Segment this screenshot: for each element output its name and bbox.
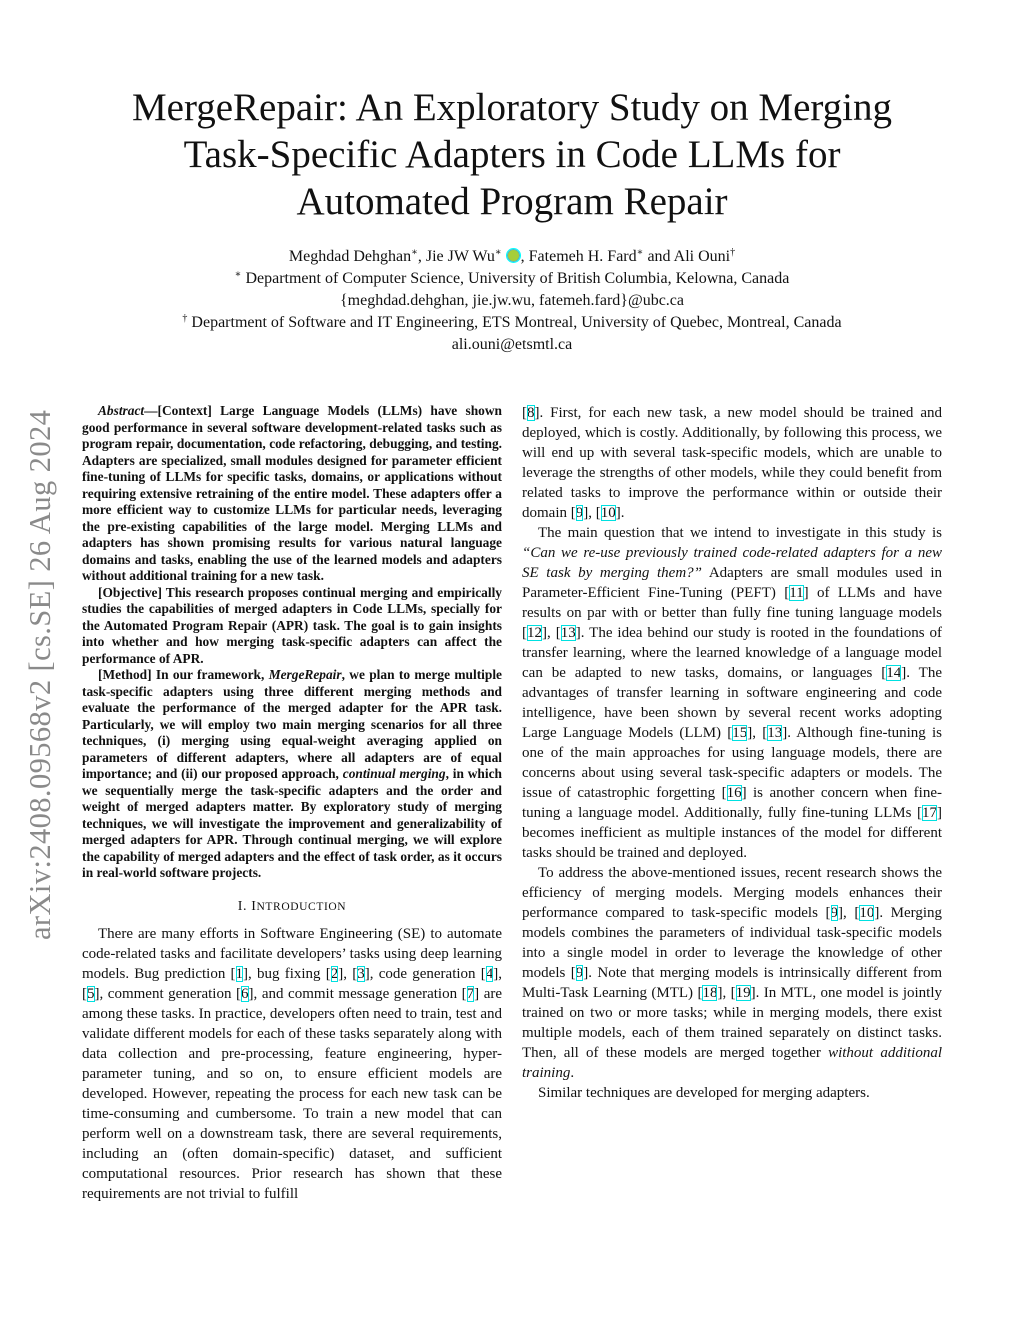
- intro-text: ,: [547, 625, 556, 641]
- title-line-2: Task-Specific Adapters in Code LLMs for: [183, 133, 841, 176]
- citation-link[interactable]: 9: [575, 965, 584, 981]
- author-fard: , Fatemeh H. Fard: [520, 248, 637, 265]
- affiliation-1-text: Department of Computer Science, University of British Columbia, Kelowna, Canada: [241, 270, 790, 287]
- abstract-method-text: , we plan to merge multiple task-specific adapters using three different merging methods and evaluate the performance of the merged adapter for the APR task. Particularly, we will employ two main merging scenarios for all three techniques, (i) merging using equal-weight averaging applied on parameters of different adapters, where all adapters are of equal importance; and (ii) our proposed approach,: [82, 667, 502, 781]
- intro-text: The main question that we intend to investigate in this study is: [538, 525, 942, 541]
- intro-text: becomes inefficient as multiple instances of the model for different tasks should be trained and deployed.: [522, 825, 942, 861]
- citation-link[interactable]: 8: [527, 405, 535, 421]
- intro-left: [82, 924, 502, 1204]
- abstract-method: [82, 667, 502, 882]
- affil-mark: ∗: [494, 247, 502, 258]
- intro-text: . Note that merging models is intrinsically different from Multi-Task Learning (MTL): [522, 965, 942, 1001]
- intro-text: , comment generation: [99, 985, 237, 1002]
- author-names: [80, 246, 944, 268]
- citation-link[interactable]: 17: [922, 805, 937, 821]
- abstract-context: [82, 403, 502, 585]
- intro-text: , code generation: [369, 965, 481, 982]
- paper-title: [80, 84, 944, 225]
- intro-text: . In MTL, one model is jointly trained on two or more tasks; while in merging models, there exist multiple models, each of them trained separately on distinct tasks. Then, all of these models are merged together: [522, 985, 943, 1061]
- affiliation-2-text: Department of Software and IT Engineering, ETS Montreal, University of Quebec, Montreal, Canada: [187, 314, 842, 331]
- citation-link[interactable]: 14: [886, 665, 902, 681]
- intro-text: ,: [843, 905, 855, 921]
- citation-link[interactable]: 15: [732, 725, 748, 741]
- citation-link[interactable]: 1: [235, 965, 244, 982]
- abstract-label: Abstract: [98, 403, 145, 418]
- intro-paragraph-1-continued: [8]. First, for each new task, a new model should be trained and deployed, which is costly. Additionally, by following this process, we will end up with several task-specific models, which are unable to leverage the strengths of other models, while they could benefit from related tasks to improve the performance within or outside their domain [9], [10].: [522, 405, 942, 521]
- author-wu: , Jie JW Wu: [417, 248, 495, 265]
- citation-link[interactable]: 12: [527, 625, 542, 641]
- section-initial: I: [251, 898, 257, 914]
- framework-name: MergeRepair: [268, 667, 342, 682]
- intro-paragraph-4: Similar techniques are developed for merging adapters.: [538, 1085, 870, 1101]
- affil-mark: †: [182, 313, 188, 324]
- title-line-1: MergeRepair: An Exploratory Study on Merging: [131, 86, 893, 129]
- intro-text: of LLMs and have results on par with or better than fully fine tuning language models: [522, 585, 942, 621]
- citation-link[interactable]: 9: [830, 905, 838, 921]
- email-1: {meghdad.dehghan, jie.jw.wu, fatemeh.fard}@ubc.ca: [339, 292, 685, 309]
- intro-text: are among these tasks. In practice, developers often need to train, test and validate different models for each of these tasks separately along with data collection and pre-processing, feature engineering, hyper-parameter tuning, and so on, to ensure efficient models are developed. However, repeating the process for each new task can be time-consuming and cumbersome. To train a new model that can perform well on a downstream task, there are several requirements, including an (often domain-specific) dataset, and sufficient computational resources. Prior research has shown that these requirements are not trivial to fulfill: [82, 985, 503, 1202]
- research-question: “Can we re-use previously trained code-related adapters for a new SE task by merging them?”: [522, 545, 942, 581]
- abstract-method-text: , in which we sequentially merge the task-specific adapters and the order and weight of merged adapters matter. By exploratory study of merging techniques, we will investigate the improvement and generalizability of merged adapters for APR. Through continual merging, we will explore the capability of merged adapters and the effect of task order, as it occurs in real-world software projects.: [82, 766, 502, 880]
- author-dehghan: Meghdad Dehghan: [288, 248, 412, 265]
- intro-text: . Merging models combines the parameters of individual task-specific models into a single model in order to leverage the knowledge of other models: [522, 905, 943, 981]
- intro-text: ,: [343, 965, 353, 982]
- title-line-3: Automated Program Repair: [296, 180, 728, 223]
- citation-link[interactable]: 2: [330, 965, 339, 982]
- citation-link[interactable]: 3: [357, 965, 365, 982]
- citation-link[interactable]: 16: [726, 785, 742, 801]
- intro-text: ,: [498, 965, 502, 982]
- citation-link[interactable]: 13: [767, 725, 783, 741]
- citation-link[interactable]: 7: [466, 985, 475, 1002]
- intro-paragraph-3: To address the above-mentioned issues, recent research shows the efficiency of merging models. Merging models enhances their performance compared to task-specific models [9], [10]. Merging models combines the parameters of individual task-specific models into a single model in order to leverage the knowledge of other models [9]. Note that merging models is intrinsically different from Multi-Task Learning (MTL) [18], [19]. In MTL, one model is jointly trained on two or more tasks; while in merging models, there exist multiple models, each of them trained separately on distinct tasks. Then, all of these models are merged together without additional training.: [522, 865, 943, 1081]
- affil-mark: ∗: [234, 269, 242, 280]
- intro-text: To address the above-mentioned issues, recent research shows the efficiency of merging models. Merging models enhances their performance compared to task-specific models: [522, 865, 942, 921]
- citation-link[interactable]: 10: [859, 905, 875, 921]
- intro-paragraph-2: The main question that we intend to investigate in this study is “Can we re-use previously trained code-related adapters for a new SE task by merging them?” Adapters are small modules used in Parameter-Efficient Fine-Tuning (PEFT) [11] of LLMs and have results on par with or better than fully fine tuning language models [12], [13]. The idea behind our study is rooted in the foundations of transfer learning, where the learned knowledge of a language model can be adapted to new tasks, domains, or languages [14]. The advantages of transfer learning in software engineering and code intelligence, have been shown by several recent works adopting Large Language Models (LLM) [15], [13]. Although fine-tuning is one of the main approaches for using language models, there are concerns about using several task-specific adapters or models. The issue of catastrophic forgetting [16] is another concern when fine-tuning a language model. Additionally, fully fine-tuning LLMs [17] becomes inefficient as multiple instances of the model for different tasks should be trained and deployed.: [522, 525, 943, 861]
- orcid-icon[interactable]: [507, 249, 520, 262]
- citation-link[interactable]: 13: [560, 625, 576, 641]
- citation-link[interactable]: 11: [789, 585, 804, 601]
- citation-link[interactable]: 19: [735, 985, 751, 1001]
- citation-link[interactable]: 5: [87, 985, 95, 1002]
- author-ouni: and Ali Ouni: [643, 248, 731, 265]
- affiliation-1: [80, 268, 944, 290]
- affil-mark: ∗: [636, 247, 644, 258]
- intro-text: . The idea behind our study is rooted in the foundations of transfer learning, where the learned knowledge of a language model can be adapted to new tasks, domains, or languages: [522, 625, 943, 681]
- intro-right: [522, 403, 942, 1103]
- author-block: [80, 246, 944, 356]
- citation-link[interactable]: 9: [575, 505, 584, 521]
- section-number: I.: [237, 898, 252, 914]
- affil-mark: †: [730, 247, 736, 258]
- intro-text: , and commit message generation: [253, 985, 462, 1002]
- intro-text: ,: [752, 725, 763, 741]
- intro-text: There are many efforts in Software Engineering (SE) to automate code-related tasks and facilitate developers’ tasks using deep learning models. Bug prediction: [82, 925, 502, 982]
- affil-mark: ∗: [411, 247, 418, 258]
- emphasis-text: without additional training: [522, 1045, 942, 1081]
- intro-text: . Although fine-tuning is one of the main approaches for using language models, there are concerns about using several task-specific adapters or models. The issue of catastrophic forgetting: [522, 725, 942, 801]
- affiliation-2: [80, 312, 944, 334]
- citation-link[interactable]: 18: [702, 985, 718, 1001]
- citation-link[interactable]: 4: [485, 965, 494, 982]
- intro-paragraph-1: There are many efforts in Software Engineering (SE) to automate code-related tasks and facilitate developers’ tasks using deep learning models. Bug prediction [1], bug fixing [2], [3], code generation [4], [5], comment generation [6], and commit message generation [7] are among these tasks. In practice, developers often need to train, test and validate different models for each of these tasks separately along with data collection and pre-processing, feature engineering, hyper-parameter tuning, and so on, to ensure efficient models are developed. However, repeating the process for each new task can be time-consuming and cumbersome. To train a new model that can perform well on a downstream task, there are several requirements, including an (often domain-specific) dataset, and sufficient computational resources. Prior research has shown that these requirements are not trivial to fulfill: [82, 925, 503, 1202]
- intro-text: .: [570, 1065, 575, 1081]
- arxiv-identifier: arXiv:2408.09568v2 [cs.SE] 26 Aug 2024: [23, 409, 57, 940]
- intro-text: ,: [722, 985, 731, 1001]
- section-heading-introduction: [82, 898, 502, 916]
- intro-text: Adapters are small modules used in Parameter-Efficient Fine-Tuning (PEFT): [522, 565, 943, 601]
- abstract-method-text: [Method] In our framework,: [98, 667, 269, 682]
- abstract-objective: [Objective] This research proposes continual merging and empirically studies the capabilities of merged adapters in Code LLMs, specially for the Automated Program Repair (APR) task. The goal is to gain insights into whether and how merging task-specific adapters can affect the performance of APR.: [82, 584, 502, 666]
- citation-link[interactable]: 10: [600, 505, 616, 521]
- email-2: ali.ouni@etsmtl.ca: [451, 336, 573, 353]
- intro-text: .: [620, 505, 625, 521]
- section-title-rest: NTRODUCTION: [256, 900, 347, 913]
- citation-link[interactable]: 6: [241, 985, 249, 1002]
- right-column: [522, 403, 942, 1103]
- abstract-context-text: —[Context] Large Language Models (LLMs) have shown good performance in several software development-related tasks such as program repair, documentation, code refactoring, debugging, and testing. Adapters are specialized, small modules designed for parameter efficient fine-tuning of LLMs for specific tasks, domains, or applications without requiring extensive retraining of the entire model. These adapters offer a more efficient way to customize LLMs for particular needs, leveraging the pre-existing capabilities of the large model. Merging LLMs and adapters has shown promising results for various natural language domains and tasks, enabling the use of the learned models and adapters without additional training for a new task.: [82, 403, 502, 583]
- intro-text: , bug fixing: [248, 965, 326, 982]
- intro-text: . The advantages of transfer learning in software engineering and code intelligence, have been shown by several recent works adopting Large Language Models (LLM): [522, 665, 942, 741]
- abstract: [82, 403, 502, 882]
- intro-text: is another concern when fine-tuning a language model. Additionally, fully fine-tuning LLMs: [522, 785, 942, 821]
- intro-text: ,: [588, 505, 596, 521]
- continual-merging-term: continual merging: [342, 766, 446, 781]
- intro-text: . First, for each new task, a new model should be trained and deployed, which is costly. Additionally, by following this process, we will end up with several task-specific models, which are unable to leverage the strengths of other models, while they could benefit from related tasks to improve the performance within or outside their domain: [522, 405, 942, 521]
- left-column: [82, 403, 502, 1204]
